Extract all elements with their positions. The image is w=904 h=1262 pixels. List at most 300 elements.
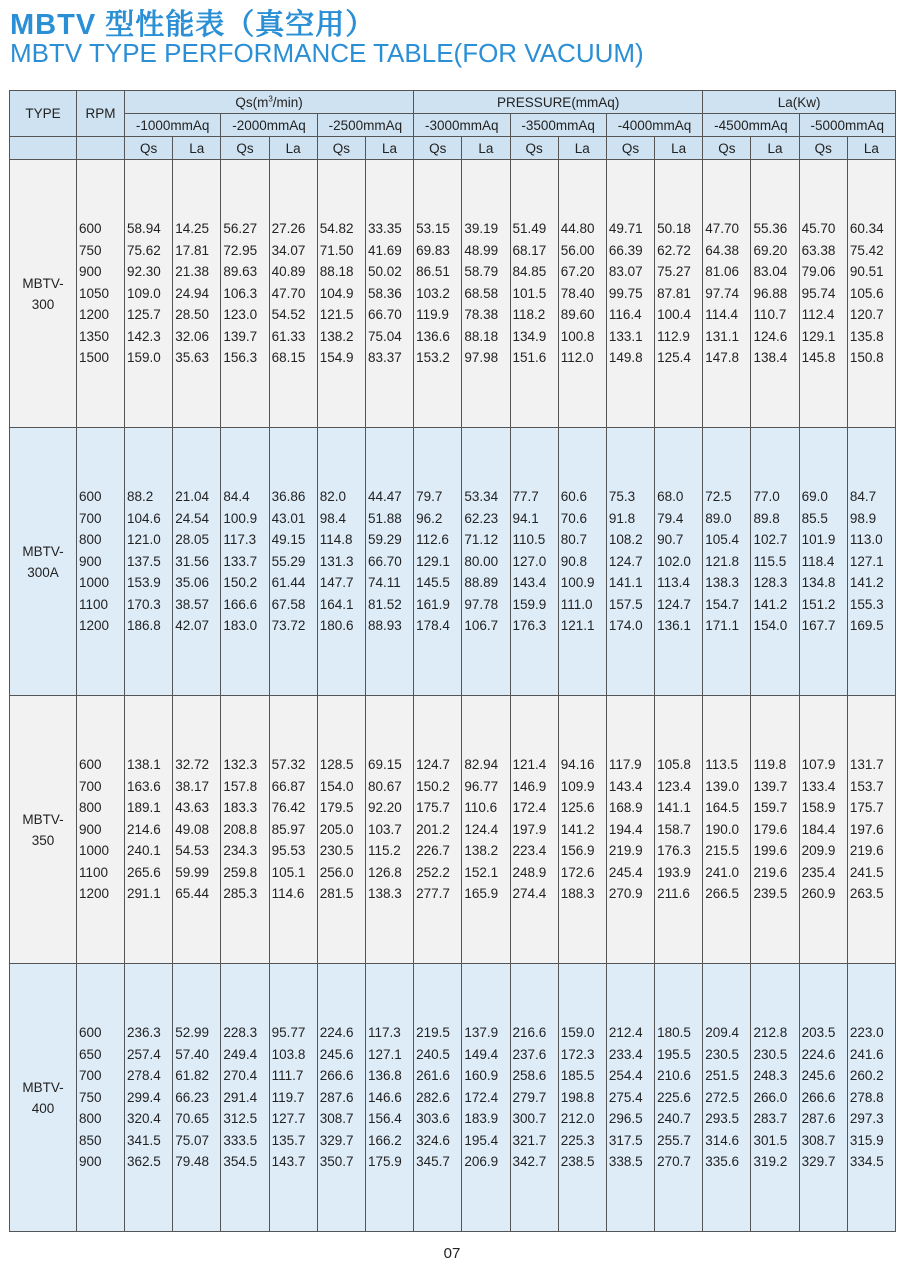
la-value: 88.89	[464, 575, 499, 591]
qs-value: 338.5	[608, 1154, 643, 1170]
la-value: 103.7	[367, 821, 402, 837]
header-row-qs-la	[10, 137, 896, 160]
la-value: 175.7	[849, 800, 884, 816]
qs-value: 105.4	[705, 532, 740, 548]
qs-value: 72.95	[223, 242, 258, 258]
qs-value: 150.2	[223, 575, 258, 591]
la-value: 248.3	[753, 1068, 788, 1084]
la-value: 68.58	[464, 285, 499, 301]
qs-value: 266.5	[705, 886, 740, 902]
la-value: 54.53	[175, 843, 209, 859]
qs-value: 275.4	[608, 1089, 643, 1105]
qs-value: 329.7	[801, 1154, 836, 1170]
la-value: 36.86	[271, 488, 306, 504]
la-value: 21.04	[175, 488, 209, 504]
qs-value: 138.3	[705, 575, 740, 591]
qs-value: 121.5	[319, 307, 354, 323]
qs-value: 72.5	[705, 488, 732, 504]
qs-value: 95.74	[801, 285, 836, 301]
la-value: 90.8	[560, 553, 587, 569]
la-value: 28.05	[175, 532, 209, 548]
qs-value: 333.5	[223, 1132, 258, 1148]
la-value: 90.51	[849, 264, 884, 280]
qs-value: 114.4	[705, 307, 739, 323]
rpm-value: 600	[79, 220, 102, 236]
qs-value: 219.5	[416, 1024, 450, 1040]
qs-value: 145.8	[801, 350, 836, 366]
qs-value: 131.1	[705, 328, 740, 344]
la-value: 50.02	[367, 264, 402, 280]
rpm-value: 750	[79, 1089, 102, 1105]
qs-value: 117.3	[223, 532, 257, 548]
qs-value: 308.7	[801, 1132, 836, 1148]
qs-value: 278.4	[127, 1068, 161, 1084]
qs-value: 83.07	[608, 264, 643, 280]
la-value: 198.8	[560, 1089, 595, 1105]
qs-value: 88.18	[319, 264, 354, 280]
la-value: 195.5	[657, 1046, 691, 1062]
la-value-cell	[558, 160, 606, 428]
la-value: 68.15	[271, 350, 306, 366]
qs-value: 183.3	[223, 800, 258, 816]
la-value: 88.18	[464, 328, 499, 344]
qs-value: 258.6	[512, 1068, 547, 1084]
la-value: 113.4	[657, 575, 690, 591]
qs-value: 91.8	[608, 510, 636, 526]
qs-value: 168.9	[608, 800, 643, 816]
la-value: 127.1	[367, 1046, 402, 1062]
rpm-cell	[77, 696, 125, 964]
qs-value-cell	[510, 964, 558, 1232]
qs-value-cell	[221, 160, 269, 428]
qs-value: 261.6	[416, 1068, 450, 1084]
la-value-cell	[558, 964, 606, 1232]
la-value: 59.29	[367, 532, 402, 548]
qs-value-cell	[317, 160, 365, 428]
qs-value: 127.0	[512, 553, 547, 569]
qs-value: 230.5	[705, 1046, 740, 1062]
qs-value: 287.6	[801, 1111, 836, 1127]
qs-value: 145.5	[416, 575, 450, 591]
performance-table	[9, 90, 896, 1232]
la-value-cell	[365, 964, 413, 1232]
qs-value: 101.5	[512, 285, 547, 301]
qs-value: 118.2	[512, 307, 546, 323]
qs-value-cell	[125, 964, 173, 1232]
rpm-value: 1200	[79, 618, 110, 634]
la-value: 90.7	[657, 532, 684, 548]
qs-value: 94.1	[512, 510, 539, 526]
qs-value: 257.4	[127, 1046, 161, 1062]
rpm-value: 1100	[79, 596, 109, 612]
qs-value: 216.6	[512, 1024, 547, 1040]
rpm-value: 1050	[79, 285, 110, 301]
la-value-cell	[655, 696, 703, 964]
la-value: 172.3	[560, 1046, 595, 1062]
la-value: 82.94	[464, 756, 499, 772]
rpm-header: RPM	[77, 91, 125, 137]
la-value: 32.06	[175, 328, 209, 344]
la-value: 41.69	[367, 242, 402, 258]
model-name	[10, 696, 77, 964]
model-name-text: MBTV- 300A	[22, 543, 64, 580]
qs-value-cell	[317, 428, 365, 696]
la-value: 179.6	[753, 821, 788, 837]
la-value: 172.4	[464, 1089, 499, 1105]
qs-value: 159.0	[127, 350, 161, 366]
qs-value: 274.4	[512, 886, 547, 902]
la-value: 136.8	[367, 1068, 402, 1084]
qs-value: 153.9	[127, 575, 161, 591]
la-value-cell	[655, 160, 703, 428]
la-value-cell	[365, 428, 413, 696]
qs-value: 149.8	[608, 350, 643, 366]
la-value: 58.79	[464, 264, 499, 280]
la-value: 239.5	[753, 886, 788, 902]
qs-value: 321.7	[512, 1132, 547, 1148]
la-value: 225.6	[657, 1089, 691, 1105]
la-value-cell	[751, 696, 799, 964]
la-value: 32.72	[175, 756, 209, 772]
qs-value: 179.5	[319, 800, 354, 816]
qs-value: 118.4	[801, 553, 835, 569]
la-value: 66.23	[175, 1089, 209, 1105]
qs-value: 134.9	[512, 328, 547, 344]
qs-value: 236.3	[127, 1024, 161, 1040]
qs-value: 170.3	[127, 596, 161, 612]
la-value: 115.5	[753, 553, 787, 569]
la-value: 137.9	[464, 1024, 499, 1040]
la-value-cell	[655, 964, 703, 1232]
la-header: La	[847, 137, 895, 160]
la-value: 143.7	[271, 1154, 306, 1170]
la-value-cell	[269, 428, 317, 696]
la-value: 131.7	[849, 756, 884, 772]
la-value-cell	[751, 160, 799, 428]
qs-value: 79.7	[416, 488, 443, 504]
la-value: 153.7	[849, 778, 884, 794]
la-value: 263.5	[849, 886, 884, 902]
la-value: 136.1	[657, 618, 691, 634]
qs-value-cell	[799, 160, 847, 428]
la-value: 80.00	[464, 553, 499, 569]
rpm-value: 800	[79, 1111, 102, 1127]
la-value: 165.9	[464, 886, 499, 902]
qs-value: 56.27	[223, 220, 258, 236]
qs-value: 89.63	[223, 264, 258, 280]
la-value: 97.98	[464, 350, 499, 366]
qs-value: 209.9	[801, 843, 836, 859]
la-value-cell	[173, 696, 221, 964]
rpm-value: 700	[79, 510, 102, 526]
la-value: 98.9	[849, 510, 877, 526]
rpm-value: 800	[79, 800, 102, 816]
qs-value: 176.3	[512, 618, 547, 634]
qs-value: 138.1	[127, 756, 161, 772]
model-row	[10, 160, 896, 428]
qs-header: Qs	[317, 137, 365, 160]
la-value: 79.48	[175, 1154, 209, 1170]
qs-value: 183.0	[223, 618, 258, 634]
la-value: 96.77	[464, 778, 499, 794]
qs-value: 167.7	[801, 618, 836, 634]
qs-value: 281.5	[319, 886, 354, 902]
la-value: 211.6	[657, 886, 690, 902]
model-row	[10, 696, 896, 964]
qs-value: 99.75	[608, 285, 643, 301]
rpm-value: 600	[79, 756, 102, 772]
la-value: 155.3	[849, 596, 884, 612]
la-value: 94.16	[560, 756, 595, 772]
qs-value-cell	[606, 696, 654, 964]
qs-value: 314.6	[705, 1132, 740, 1148]
la-header: La	[558, 137, 606, 160]
qs-value: 51.49	[512, 220, 547, 236]
qs-value-cell	[317, 964, 365, 1232]
la-value: 61.82	[175, 1068, 209, 1084]
la-value: 315.9	[849, 1132, 884, 1148]
pressure-group-header: PRESSURE(mmAq)	[414, 91, 703, 114]
qs-value: 139.0	[705, 778, 740, 794]
la-value: 74.11	[367, 575, 401, 591]
qs-value: 164.5	[705, 800, 740, 816]
la-value: 89.8	[753, 510, 780, 526]
la-value: 146.6	[367, 1089, 402, 1105]
qs-value: 131.3	[319, 553, 354, 569]
rpm-cell	[77, 964, 125, 1232]
pressure-header: -5000mmAq	[799, 114, 895, 137]
qs-value-cell	[799, 428, 847, 696]
la-value: 135.8	[849, 328, 884, 344]
rpm-value: 1350	[79, 328, 110, 344]
la-value: 54.52	[271, 307, 306, 323]
model-name	[10, 428, 77, 696]
qs-value-cell	[606, 160, 654, 428]
la-value: 110.7	[753, 307, 787, 323]
qs-value: 277.7	[416, 886, 450, 902]
qs-value: 293.5	[705, 1111, 740, 1127]
qs-value: 259.8	[223, 864, 258, 880]
rpm-value: 900	[79, 264, 102, 280]
qs-value: 317.5	[608, 1132, 643, 1148]
qs-value: 205.0	[319, 821, 354, 837]
qs-value: 249.4	[223, 1046, 258, 1062]
qs-value: 324.6	[416, 1132, 450, 1148]
qs-value: 151.2	[801, 596, 836, 612]
la-value: 100.8	[560, 328, 595, 344]
la-value: 83.37	[367, 350, 402, 366]
qs-value: 354.5	[223, 1154, 258, 1170]
rpm-value: 1500	[79, 350, 110, 366]
la-value: 73.72	[271, 618, 306, 634]
la-value: 124.7	[657, 596, 691, 612]
la-value: 42.07	[175, 618, 209, 634]
qs-value: 117.9	[608, 756, 642, 772]
qs-value: 224.6	[319, 1024, 354, 1040]
model-name	[10, 160, 77, 428]
la-value: 24.54	[175, 510, 209, 526]
qs-value: 151.6	[512, 350, 547, 366]
la-value: 301.5	[753, 1132, 788, 1148]
qs-value: 157.5	[608, 596, 643, 612]
qs-value: 82.0	[319, 488, 347, 504]
la-value: 176.3	[657, 843, 691, 859]
pressure-header: -1000mmAq	[125, 114, 221, 137]
la-value: 166.2	[367, 1132, 402, 1148]
qs-value: 178.4	[416, 618, 450, 634]
qs-value-cell	[703, 428, 751, 696]
qs-value: 291.1	[127, 886, 161, 902]
la-header: La	[173, 137, 221, 160]
rpm-cell	[77, 428, 125, 696]
qs-value: 79.06	[801, 264, 836, 280]
la-header: La	[655, 137, 703, 160]
la-value: 89.60	[560, 307, 595, 323]
la-value: 68.0	[657, 488, 684, 504]
qs-value: 92.30	[127, 264, 161, 280]
la-value: 172.6	[560, 864, 595, 880]
la-value: 128.3	[753, 575, 788, 591]
la-value: 95.77	[271, 1024, 306, 1040]
qs-value: 254.4	[608, 1068, 643, 1084]
la-value: 152.1	[464, 864, 499, 880]
la-value: 126.8	[367, 864, 402, 880]
qs-value: 245.4	[608, 864, 643, 880]
la-value-cell	[847, 696, 895, 964]
qs-value: 256.0	[319, 864, 354, 880]
la-value: 156.4	[367, 1111, 402, 1127]
la-value: 75.04	[367, 328, 402, 344]
qs-value: 335.6	[705, 1154, 740, 1170]
la-value: 49.15	[271, 532, 306, 548]
qs-value: 282.6	[416, 1089, 450, 1105]
pressure-header: -3500mmAq	[510, 114, 606, 137]
la-value: 115.2	[367, 843, 401, 859]
qs-value: 345.7	[416, 1154, 450, 1170]
qs-value: 224.6	[801, 1046, 836, 1062]
la-value: 241.5	[849, 864, 884, 880]
qs-value-cell	[799, 696, 847, 964]
la-value: 238.5	[560, 1154, 595, 1170]
qs-value: 164.1	[319, 596, 354, 612]
qs-value: 270.4	[223, 1068, 258, 1084]
la-value: 76.42	[271, 800, 306, 816]
qs-value: 123.0	[223, 307, 258, 323]
la-value: 38.17	[175, 778, 209, 794]
la-value: 62.72	[657, 242, 691, 258]
qs-value: 203.5	[801, 1024, 836, 1040]
la-value: 70.65	[175, 1111, 209, 1127]
la-value-cell	[558, 428, 606, 696]
qs-value: 303.6	[416, 1111, 450, 1127]
qs-value: 125.7	[127, 307, 161, 323]
rpm-value: 900	[79, 553, 102, 569]
qs-value: 171.1	[705, 618, 740, 634]
qs-value: 201.2	[416, 821, 450, 837]
la-value: 125.4	[657, 350, 691, 366]
la-value: 47.70	[271, 285, 306, 301]
la-value-cell	[751, 428, 799, 696]
qs-value: 161.9	[416, 596, 450, 612]
qs-value: 226.7	[416, 843, 450, 859]
type-header: TYPE	[10, 91, 77, 137]
la-value: 67.20	[560, 264, 595, 280]
la-value: 123.4	[657, 778, 691, 794]
qs-value: 240.1	[127, 843, 161, 859]
blank-header-cell	[10, 137, 77, 160]
qs-value: 71.50	[319, 242, 354, 258]
qs-value: 146.9	[512, 778, 547, 794]
qs-group-header: $Qs(m^3/\min)$	[125, 91, 414, 114]
qs-value: 241.0	[705, 864, 740, 880]
qs-value: 54.82	[319, 220, 354, 236]
la-value: 66.70	[367, 307, 402, 323]
qs-value: 240.5	[416, 1046, 450, 1062]
la-value: 111.7	[271, 1068, 304, 1084]
la-value: 225.3	[560, 1132, 595, 1148]
la-value: 180.5	[657, 1024, 691, 1040]
la-value: 66.70	[367, 553, 402, 569]
qs-value-cell	[510, 696, 558, 964]
qs-value: 121.4	[512, 756, 547, 772]
la-value: 156.9	[560, 843, 595, 859]
la-value: 96.88	[753, 285, 788, 301]
qs-value-cell	[510, 160, 558, 428]
rpm-value: 650	[79, 1046, 102, 1062]
la-value: 77.0	[753, 488, 780, 504]
rpm-value: 750	[79, 242, 102, 258]
la-value: 266.0	[753, 1089, 788, 1105]
model-name-text: MBTV- 300	[22, 275, 64, 312]
qs-value-cell	[606, 428, 654, 696]
la-value: 114.6	[271, 886, 305, 902]
la-value: 278.8	[849, 1089, 884, 1105]
rpm-value: 700	[79, 1068, 102, 1084]
la-value: 141.2	[753, 596, 788, 612]
la-value: 149.4	[464, 1046, 499, 1062]
qs-value: 287.6	[319, 1089, 354, 1105]
la-value: 141.2	[849, 575, 884, 591]
la-value: 59.99	[175, 864, 209, 880]
qs-value: 154.7	[705, 596, 740, 612]
la-value: 255.7	[657, 1132, 691, 1148]
qs-value: 300.7	[512, 1111, 547, 1127]
la-value: 60.6	[560, 488, 587, 504]
la-value: 14.25	[175, 220, 209, 236]
la-value: 127.1	[849, 553, 884, 569]
qs-value: 100.9	[223, 510, 258, 526]
qs-value: 175.7	[416, 800, 450, 816]
qs-value: 112.4	[801, 307, 835, 323]
la-value: 34.07	[271, 242, 306, 258]
la-value: 60.34	[849, 220, 884, 236]
la-value: 58.36	[367, 285, 402, 301]
la-value: 125.6	[560, 800, 595, 816]
la-value: 210.6	[657, 1068, 691, 1084]
la-value-cell	[173, 160, 221, 428]
qs-value: 279.7	[512, 1089, 547, 1105]
la-value: 69.15	[367, 756, 402, 772]
la-value: 175.9	[367, 1154, 402, 1170]
qs-value: 194.4	[608, 821, 643, 837]
rpm-value: 800	[79, 532, 102, 548]
la-value: 33.35	[367, 220, 402, 236]
qs-value: 53.15	[416, 220, 450, 236]
la-value: 319.2	[753, 1154, 788, 1170]
la-value: 193.9	[657, 864, 691, 880]
la-value: 138.2	[464, 843, 499, 859]
la-value: 35.06	[175, 575, 209, 591]
